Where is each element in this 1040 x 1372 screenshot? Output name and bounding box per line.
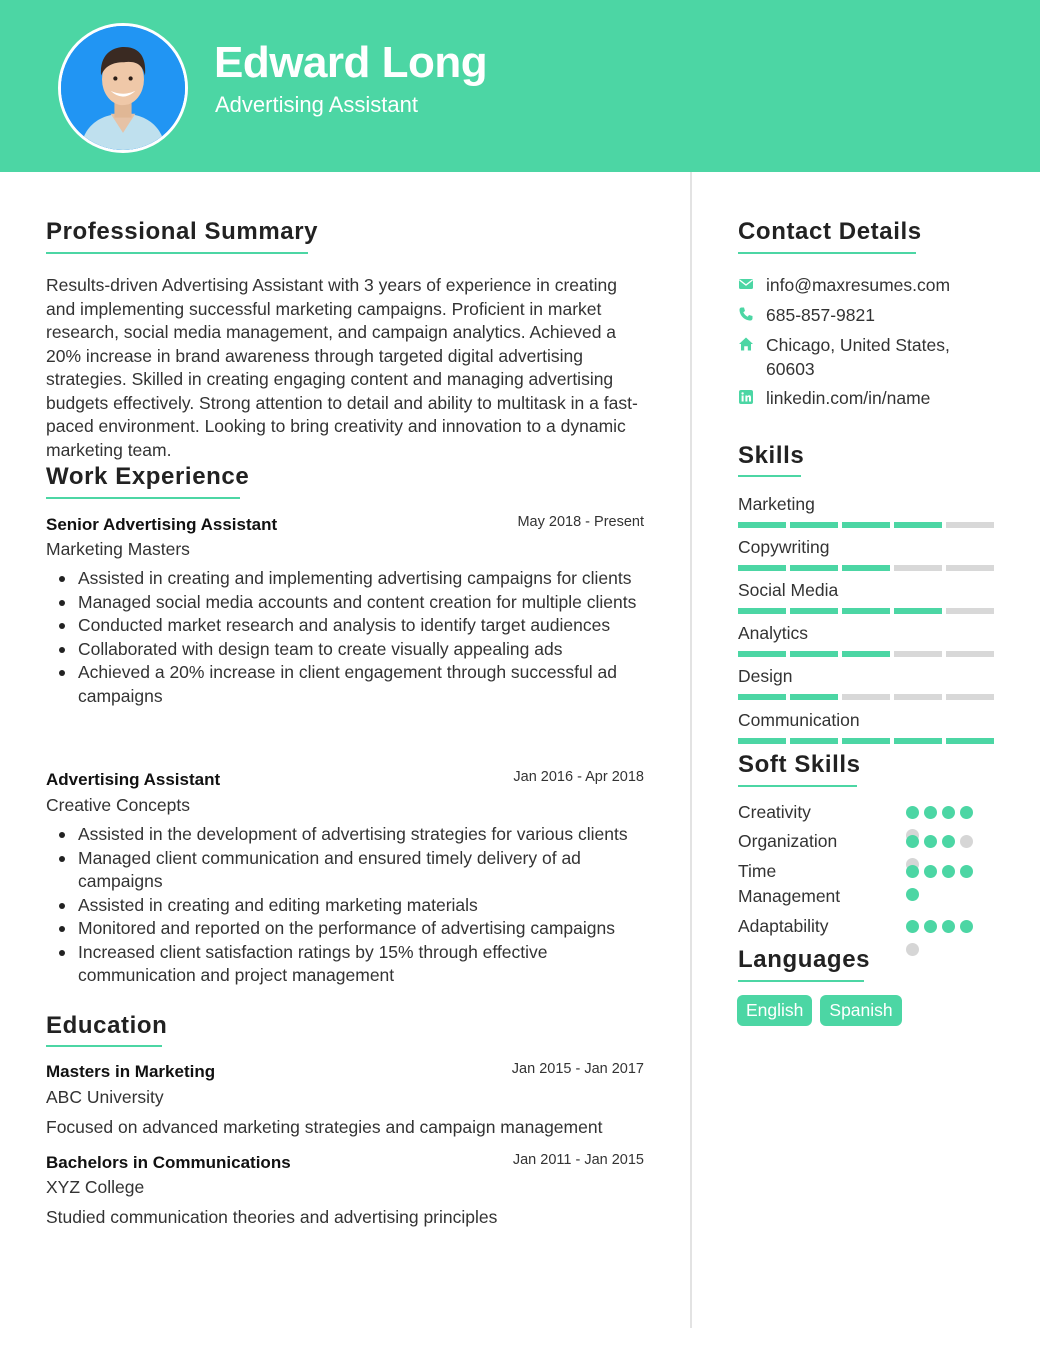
skill-level-segment	[894, 694, 942, 700]
section-title-work: Work Experience	[46, 463, 250, 490]
contact-linkedin-text: linkedin.com/in/name	[766, 388, 931, 408]
rating-dot	[960, 806, 973, 819]
skill-level-segment	[738, 565, 786, 571]
skill-label: Marketing	[738, 494, 815, 514]
language-badge: English	[737, 995, 812, 1026]
rating-dot	[942, 835, 955, 848]
skill-level-segment	[738, 608, 786, 614]
section-rule	[46, 497, 240, 499]
job-company: Creative Concepts	[46, 795, 190, 815]
skill-level-segment	[894, 651, 942, 657]
column-divider	[690, 172, 692, 1328]
education-dates: Jan 2015 - Jan 2017	[511, 1061, 644, 1077]
section-rule	[46, 1045, 162, 1047]
header-banner	[0, 0, 1040, 172]
skill-level-segment	[790, 738, 838, 744]
skill-level-segment	[842, 738, 890, 744]
skill-level-segment	[946, 608, 994, 614]
list-item: Collaborated with design team to create visually appealing ads	[78, 638, 646, 662]
language-list	[737, 995, 902, 1026]
profile-photo	[61, 26, 185, 150]
list-item: Assisted in the development of advertising strategies for various clients	[78, 823, 646, 847]
rating-dot	[924, 865, 937, 878]
skill-level-bar	[738, 608, 994, 614]
rating-dot	[960, 835, 973, 848]
contact-location-text: Chicago, United States, 60603	[766, 335, 950, 379]
skill-level-segment	[946, 565, 994, 571]
section-rule	[738, 475, 801, 477]
contact-email[interactable]	[738, 274, 998, 298]
skill-level-segment	[790, 651, 838, 657]
rating-dot	[924, 920, 937, 933]
skill-level-segment	[842, 608, 890, 614]
skill-level-segment	[894, 738, 942, 744]
section-title-languages: Languages	[738, 946, 871, 973]
contact-location	[738, 334, 998, 382]
summary-text: Results-driven Advertising Assistant with 3 years of experience in creating and implementing successful marketing campaigns. Proficient in market research, social media management, and campaign analytics. Achieved a 20% increase in brand awareness through targeted digital advertising strategies. Skilled in creating engaging content and managing advertising budgets effectively. Strong attention to detail and ability to multitask in a fast-paced environment. Looking to bring creativity and innovation to a dynamic marketing team.	[46, 275, 638, 460]
skill-level-bar	[738, 694, 994, 700]
soft-skill-label: Creativity	[738, 802, 811, 822]
skill-level-segment	[842, 565, 890, 571]
skill-level-segment	[946, 651, 994, 657]
list-item: Assisted in creating and implementing advertising campaigns for clients	[78, 567, 646, 591]
section-rule	[738, 252, 916, 254]
list-item: Increased client satisfaction ratings by 15% through effective communication and project management	[78, 941, 646, 988]
skill-level-segment	[790, 522, 838, 528]
rating-dot	[924, 806, 937, 819]
skill-label: Communication	[738, 710, 860, 730]
education-description: Focused on advanced marketing strategies and campaign management	[46, 1117, 603, 1137]
job-dates: Jan 2016 - Apr 2018	[513, 769, 644, 785]
skill-level-segment	[790, 694, 838, 700]
list-item: Conducted market research and analysis to identify target audiences	[78, 614, 646, 638]
contact-phone[interactable]	[738, 304, 998, 328]
skill-level-bar	[738, 738, 994, 744]
job-title: Advertising Assistant	[46, 770, 221, 789]
list-item: Achieved a 20% increase in client engagement through successful ad campaigns	[78, 661, 646, 708]
soft-skill-label: Adaptability	[738, 916, 829, 936]
linkedin-icon	[738, 389, 754, 405]
list-item: Managed client communication and ensured timely delivery of ad campaigns	[78, 847, 646, 894]
skill-level-segment	[738, 651, 786, 657]
skill-level-segment	[738, 522, 786, 528]
rating-dot	[924, 835, 937, 848]
section-rule	[738, 980, 864, 982]
language-badge: Spanish	[820, 995, 901, 1026]
skill-level-segment	[738, 694, 786, 700]
rating-dot	[906, 835, 919, 848]
job-bullets	[78, 567, 646, 708]
skill-label: Social Media	[738, 580, 839, 600]
school-name: ABC University	[46, 1087, 164, 1107]
skill-level-segment	[946, 522, 994, 528]
list-item: Monitored and reported on the performance of advertising campaigns	[78, 917, 646, 941]
contact-linkedin[interactable]	[738, 387, 998, 411]
list-item: Managed social media accounts and content creation for multiple clients	[78, 591, 646, 615]
skill-level-bar	[738, 565, 994, 571]
degree-title: Bachelors in Communications	[46, 1153, 291, 1172]
rating-dot	[942, 865, 955, 878]
soft-skill-label: Time Management	[738, 861, 841, 906]
candidate-title: Advertising Assistant	[215, 92, 418, 117]
school-name: XYZ College	[46, 1177, 145, 1197]
rating-dot	[960, 920, 973, 933]
skill-level-segment	[790, 608, 838, 614]
education-dates: Jan 2011 - Jan 2015	[512, 1152, 644, 1168]
rating-dot	[906, 865, 919, 878]
email-icon	[738, 276, 754, 292]
skill-level-segment	[894, 522, 942, 528]
contact-phone-text: 685-857-9821	[766, 305, 875, 325]
skill-level-segment	[842, 651, 890, 657]
job-bullets	[78, 823, 646, 988]
section-title-summary: Professional Summary	[46, 218, 319, 245]
job-dates: May 2018 - Present	[517, 514, 644, 530]
soft-skill-label: Organization	[738, 831, 838, 851]
section-rule	[46, 252, 308, 254]
rating-dot	[906, 888, 919, 901]
skill-level-segment	[946, 694, 994, 700]
skill-level-segment	[842, 694, 890, 700]
section-title-contact: Contact Details	[738, 218, 922, 245]
rating-dot	[906, 920, 919, 933]
job-title: Senior Advertising Assistant	[46, 515, 278, 534]
rating-dot	[942, 920, 955, 933]
rating-dot	[906, 943, 919, 956]
skill-level-segment	[894, 565, 942, 571]
education-description: Studied communication theories and advertising principles	[46, 1207, 498, 1227]
contact-email-text: info@maxresumes.com	[766, 275, 951, 295]
skill-level-segment	[842, 522, 890, 528]
skill-level-bar	[738, 522, 994, 528]
section-title-education: Education	[46, 1012, 168, 1039]
rating-dot	[942, 806, 955, 819]
section-title-soft-skills: Soft Skills	[738, 751, 861, 778]
phone-icon	[738, 306, 754, 322]
skill-level-segment	[790, 565, 838, 571]
section-title-skills: Skills	[738, 442, 805, 469]
skill-level-bar	[738, 651, 994, 657]
section-rule	[738, 785, 857, 787]
degree-title: Masters in Marketing	[46, 1062, 216, 1081]
rating-dot	[906, 806, 919, 819]
skill-label: Analytics	[738, 623, 809, 643]
skill-level-segment	[738, 738, 786, 744]
candidate-name: Edward Long	[214, 38, 488, 87]
job-company: Marketing Masters	[46, 539, 190, 559]
skill-label: Design	[738, 666, 793, 686]
avatar	[58, 23, 188, 153]
skill-level-segment	[946, 738, 994, 744]
home-icon	[738, 336, 754, 352]
rating-dot	[960, 865, 973, 878]
skill-label: Copywriting	[738, 537, 830, 557]
list-item: Assisted in creating and editing marketing materials	[78, 894, 646, 918]
skill-level-segment	[894, 608, 942, 614]
